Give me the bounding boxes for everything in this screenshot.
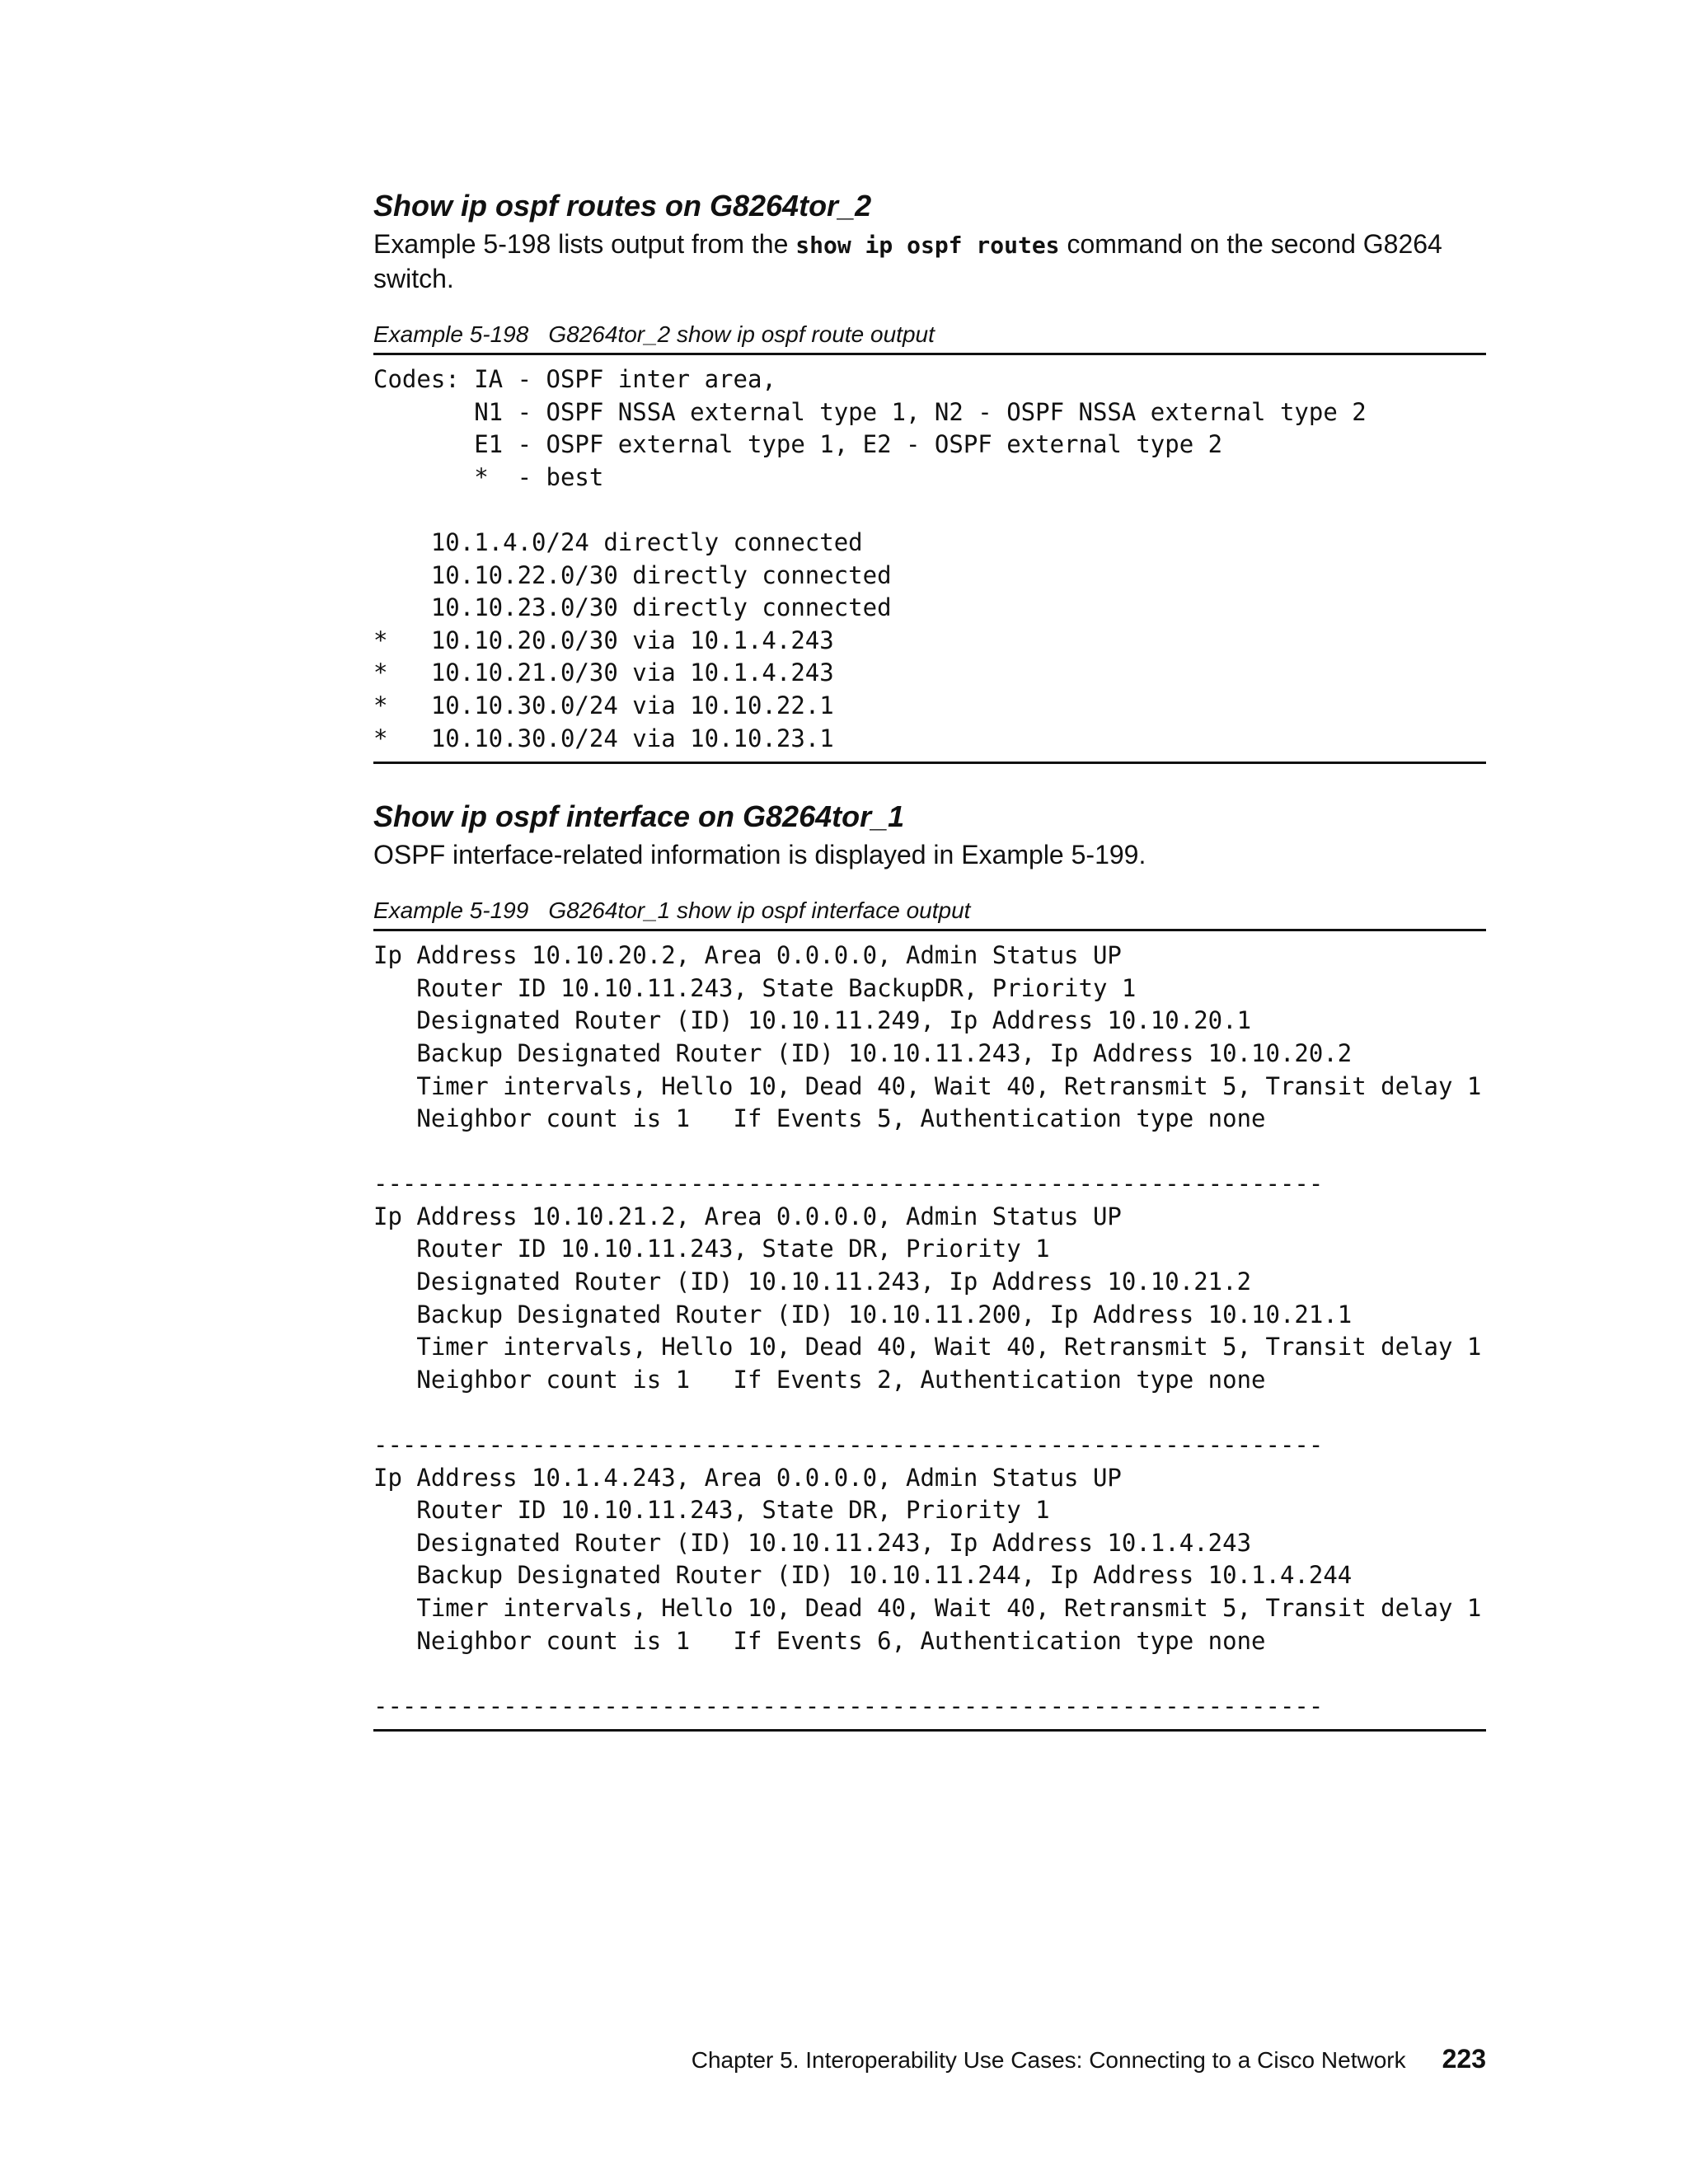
- section-ospf-routes: [373, 188, 1486, 764]
- example-caption: [373, 320, 1486, 349]
- code-example: [373, 929, 1486, 1732]
- intro-text-after: command on the second G8264 switch.: [373, 229, 1442, 293]
- section-heading: Show ip ospf routes on G8264tor_2: [373, 189, 872, 223]
- intro-paragraph: OSPF interface-related information is displayed in Example 5-199.: [373, 840, 1146, 870]
- code-block: Codes: IA - OSPF inter area, N1 - OSPF NSSA external type 1, N2 - OSPF NSSA external type 2 E1 - OSPF external type 1, E2 - OSPF external type 2 * - best 10.1.4.0/24 directly connected 10.10.22.0/30 directly connected 10.10.23.0/30 directly connected * 10.10.20.0/30 via 10.1.4.243 * 10.10.21.0/30 via 10.1.4.243 * 10.10.30.0/24 via 10.10.22.1 * 10.10.30.0/24 via 10.10.23.1: [373, 365, 1367, 752]
- intro-text-before: Example 5-198 lists output from the: [373, 229, 796, 259]
- command-name: show ip ospf routes: [795, 232, 1060, 259]
- section-heading: Show ip ospf interface on G8264tor_1: [373, 799, 905, 834]
- chapter-title: Chapter 5. Interoperability Use Cases: Connecting to a Cisco Network: [691, 2047, 1406, 2073]
- page-content: [373, 188, 1486, 1732]
- example-title: G8264tor_2 show ip ospf route output: [548, 321, 935, 347]
- example-number: Example 5-199: [373, 898, 529, 924]
- example-number: Example 5-198: [373, 321, 529, 347]
- example-caption: [373, 896, 1486, 926]
- section-ospf-interface: [373, 799, 1486, 1732]
- code-block: Ip Address 10.10.20.2, Area 0.0.0.0, Admin Status UP Router ID 10.10.11.243, State BackupDR, Priority 1 Designated Router (ID) 10.10.11.249, Ip Address 10.10.20.1 Backup Designated Router (ID) 10.10.11.243, Ip Address 10.10.20.2 Timer intervals, Hello 10, Dead 40, Wait 40, Retransmit 5, Transit delay 1 Neighbor count is 1 If Events 5, Authentication type none ------------------------------------------------------------------ Ip Address 10.10.21.2, Area 0.0.0.0, Admin Status UP Router ID 10.10.11.243, State DR, Priority 1 Designated Router (ID) 10.10.11.243, Ip Address 10.10.21.2 Backup Designated Router (ID) 10.10.11.200, Ip Address 10.10.21.1 Timer intervals, Hello 10, Dead 40, Wait 40, Retransmit 5, Transit delay 1 Neighbor count is 1 If Events 2, Authentication type none ------------------------------------------------------------------ Ip Address 10.1.4.243, Area 0.0.0.0, Admin Status UP Router ID 10.10.11.243, State DR, Priority 1 Designated Router (ID) 10.10.11.243, Ip Address 10.1.4.243 Backup Designated Router (ID) 10.10.11.244, Ip Address 10.1.4.244 Timer intervals, Hello 10, Dead 40, Wait 40, Retransmit 5, Transit delay 1 Neighbor count is 1 If Events 6, Authentication type none ------------------------------------------------------------------: [373, 941, 1482, 1720]
- page-number: 223: [1442, 2044, 1486, 2074]
- page-footer: [643, 2042, 1486, 2077]
- intro-paragraph: [373, 227, 1486, 295]
- example-title: G8264tor_1 show ip ospf interface output: [548, 898, 971, 924]
- code-example: [373, 353, 1486, 764]
